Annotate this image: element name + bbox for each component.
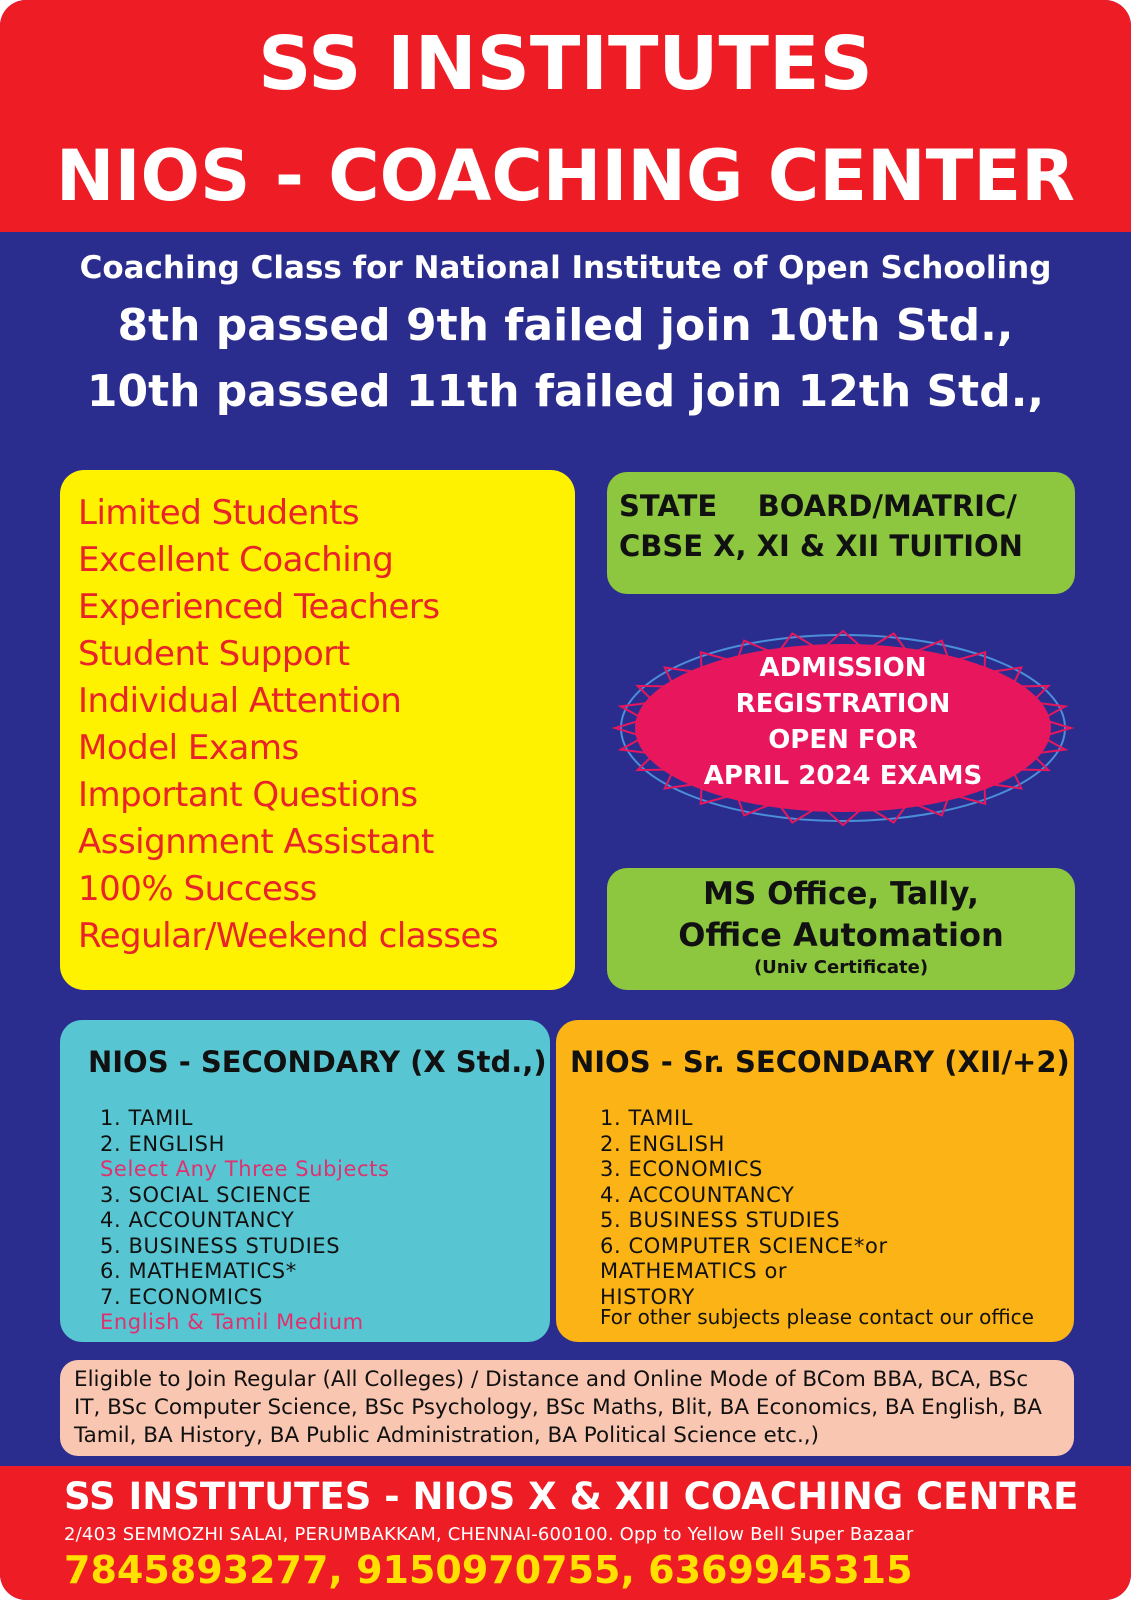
feature-item: Student Support [78, 634, 350, 674]
admission-line1: ADMISSION [759, 653, 927, 683]
secondary-title: NIOS - SECONDARY (X Std.,) [88, 1045, 547, 1079]
sr-secondary-subject-list [600, 1106, 888, 1310]
footer-banner [0, 1466, 1131, 1600]
ms-office-line2: Office Automation [678, 916, 1004, 954]
subject-item: 4. ACCOUNTANCY [100, 1208, 295, 1232]
subject-item: 4. ACCOUNTANCY [600, 1182, 795, 1207]
ms-office-box [607, 868, 1075, 990]
admission-line2: REGISTRATION [735, 689, 951, 719]
footer-address: 2/403 SEMMOZHI SALAI, PERUMBAKKAM, CHENNAI-600100. Opp to Yellow Bell Super Bazaar [64, 1524, 914, 1545]
feature-item: Excellent Coaching [78, 540, 394, 580]
secondary-subject-list [100, 1106, 390, 1336]
footer-institute-name: SS INSTITUTES - NIOS X & XII COACHING CENTRE [64, 1475, 1079, 1518]
eligibility-text: Eligible to Join Regular (All Colleges) / Distance and Online Mode of BCom BBA, BCA, BSc IT, BSc Computer Science, BSc Psychology, BSc Maths, Blit, BA Economics, BA English, BA Tamil, BA History, BA Public Administration, BA Political Science etc.,) [74, 1367, 1042, 1448]
subject-item: 5. BUSINESS STUDIES [600, 1208, 841, 1232]
ms-office-certificate: (Univ Certificate) [753, 957, 929, 978]
sr-secondary-box [556, 1020, 1074, 1342]
subject-item: 3. SOCIAL SCIENCE [100, 1182, 312, 1207]
feature-item: 100% Success [78, 869, 317, 909]
coaching-class-subtitle: Coaching Class for National Institute of Open Schooling [79, 250, 1052, 286]
institute-title: SS INSTITUTES [258, 21, 873, 107]
features-box [60, 470, 575, 990]
feature-item: Assignment Assistant [78, 822, 434, 862]
subject-item: 7. ECONOMICS [100, 1284, 263, 1309]
footer-phone-numbers: 7845893277, 9150970755, 6369945315 [64, 1548, 913, 1592]
feature-item: Limited Students [78, 493, 360, 533]
state-board-box [607, 472, 1075, 594]
subject-item: 2. ENGLISH [600, 1131, 725, 1156]
subject-item: MATHEMATICS or [600, 1259, 788, 1283]
subject-item: 1. TAMIL [600, 1106, 694, 1130]
sr-secondary-title: NIOS - Sr. SECONDARY (XII/+2) [570, 1045, 1070, 1079]
admission-line3: OPEN FOR [768, 725, 918, 755]
subject-item: 3. ECONOMICS [600, 1157, 763, 1181]
features-list [78, 490, 557, 960]
other-subjects-note: For other subjects please contact our office [600, 1305, 1034, 1329]
feature-item: Model Exams [78, 728, 299, 768]
feature-item: Important Questions [78, 775, 418, 815]
select-three-note: Select Any Three Subjects [100, 1157, 390, 1181]
tenth-std-eligibility: 8th passed 9th failed join 10th Std., [117, 300, 1014, 351]
feature-item: Experienced Teachers [78, 587, 440, 627]
ms-office-line1: MS Office, Tally, [703, 876, 979, 912]
top-banner [0, 0, 1131, 232]
medium-note: English & Tamil Medium [100, 1310, 364, 1334]
eligibility-box [60, 1360, 1074, 1456]
subject-item: HISTORY [600, 1284, 695, 1309]
subject-item: 1. TAMIL [100, 1106, 194, 1130]
subject-item: 6. COMPUTER SCIENCE*or [600, 1233, 888, 1258]
subject-item: 5. BUSINESS STUDIES [100, 1233, 341, 1258]
subject-item: 2. ENGLISH [100, 1131, 225, 1156]
feature-item: Individual Attention [78, 681, 402, 721]
secondary-box [60, 1020, 550, 1342]
coaching-center-title: NIOS - COACHING CENTER [55, 135, 1076, 217]
twelfth-std-eligibility: 10th passed 11th failed join 12th Std., [86, 366, 1045, 417]
feature-item: Regular/Weekend classes [78, 916, 499, 956]
admission-text [608, 650, 1078, 794]
state-board-line2: CBSE X, XI & XII TUITION [619, 529, 1023, 563]
admission-badge [608, 628, 1078, 828]
state-board-line1: STATE BOARD/MATRIC/ [619, 489, 1017, 523]
admission-line4: APRIL 2024 EXAMS [703, 761, 983, 791]
subject-item: 6. MATHEMATICS* [100, 1259, 297, 1283]
